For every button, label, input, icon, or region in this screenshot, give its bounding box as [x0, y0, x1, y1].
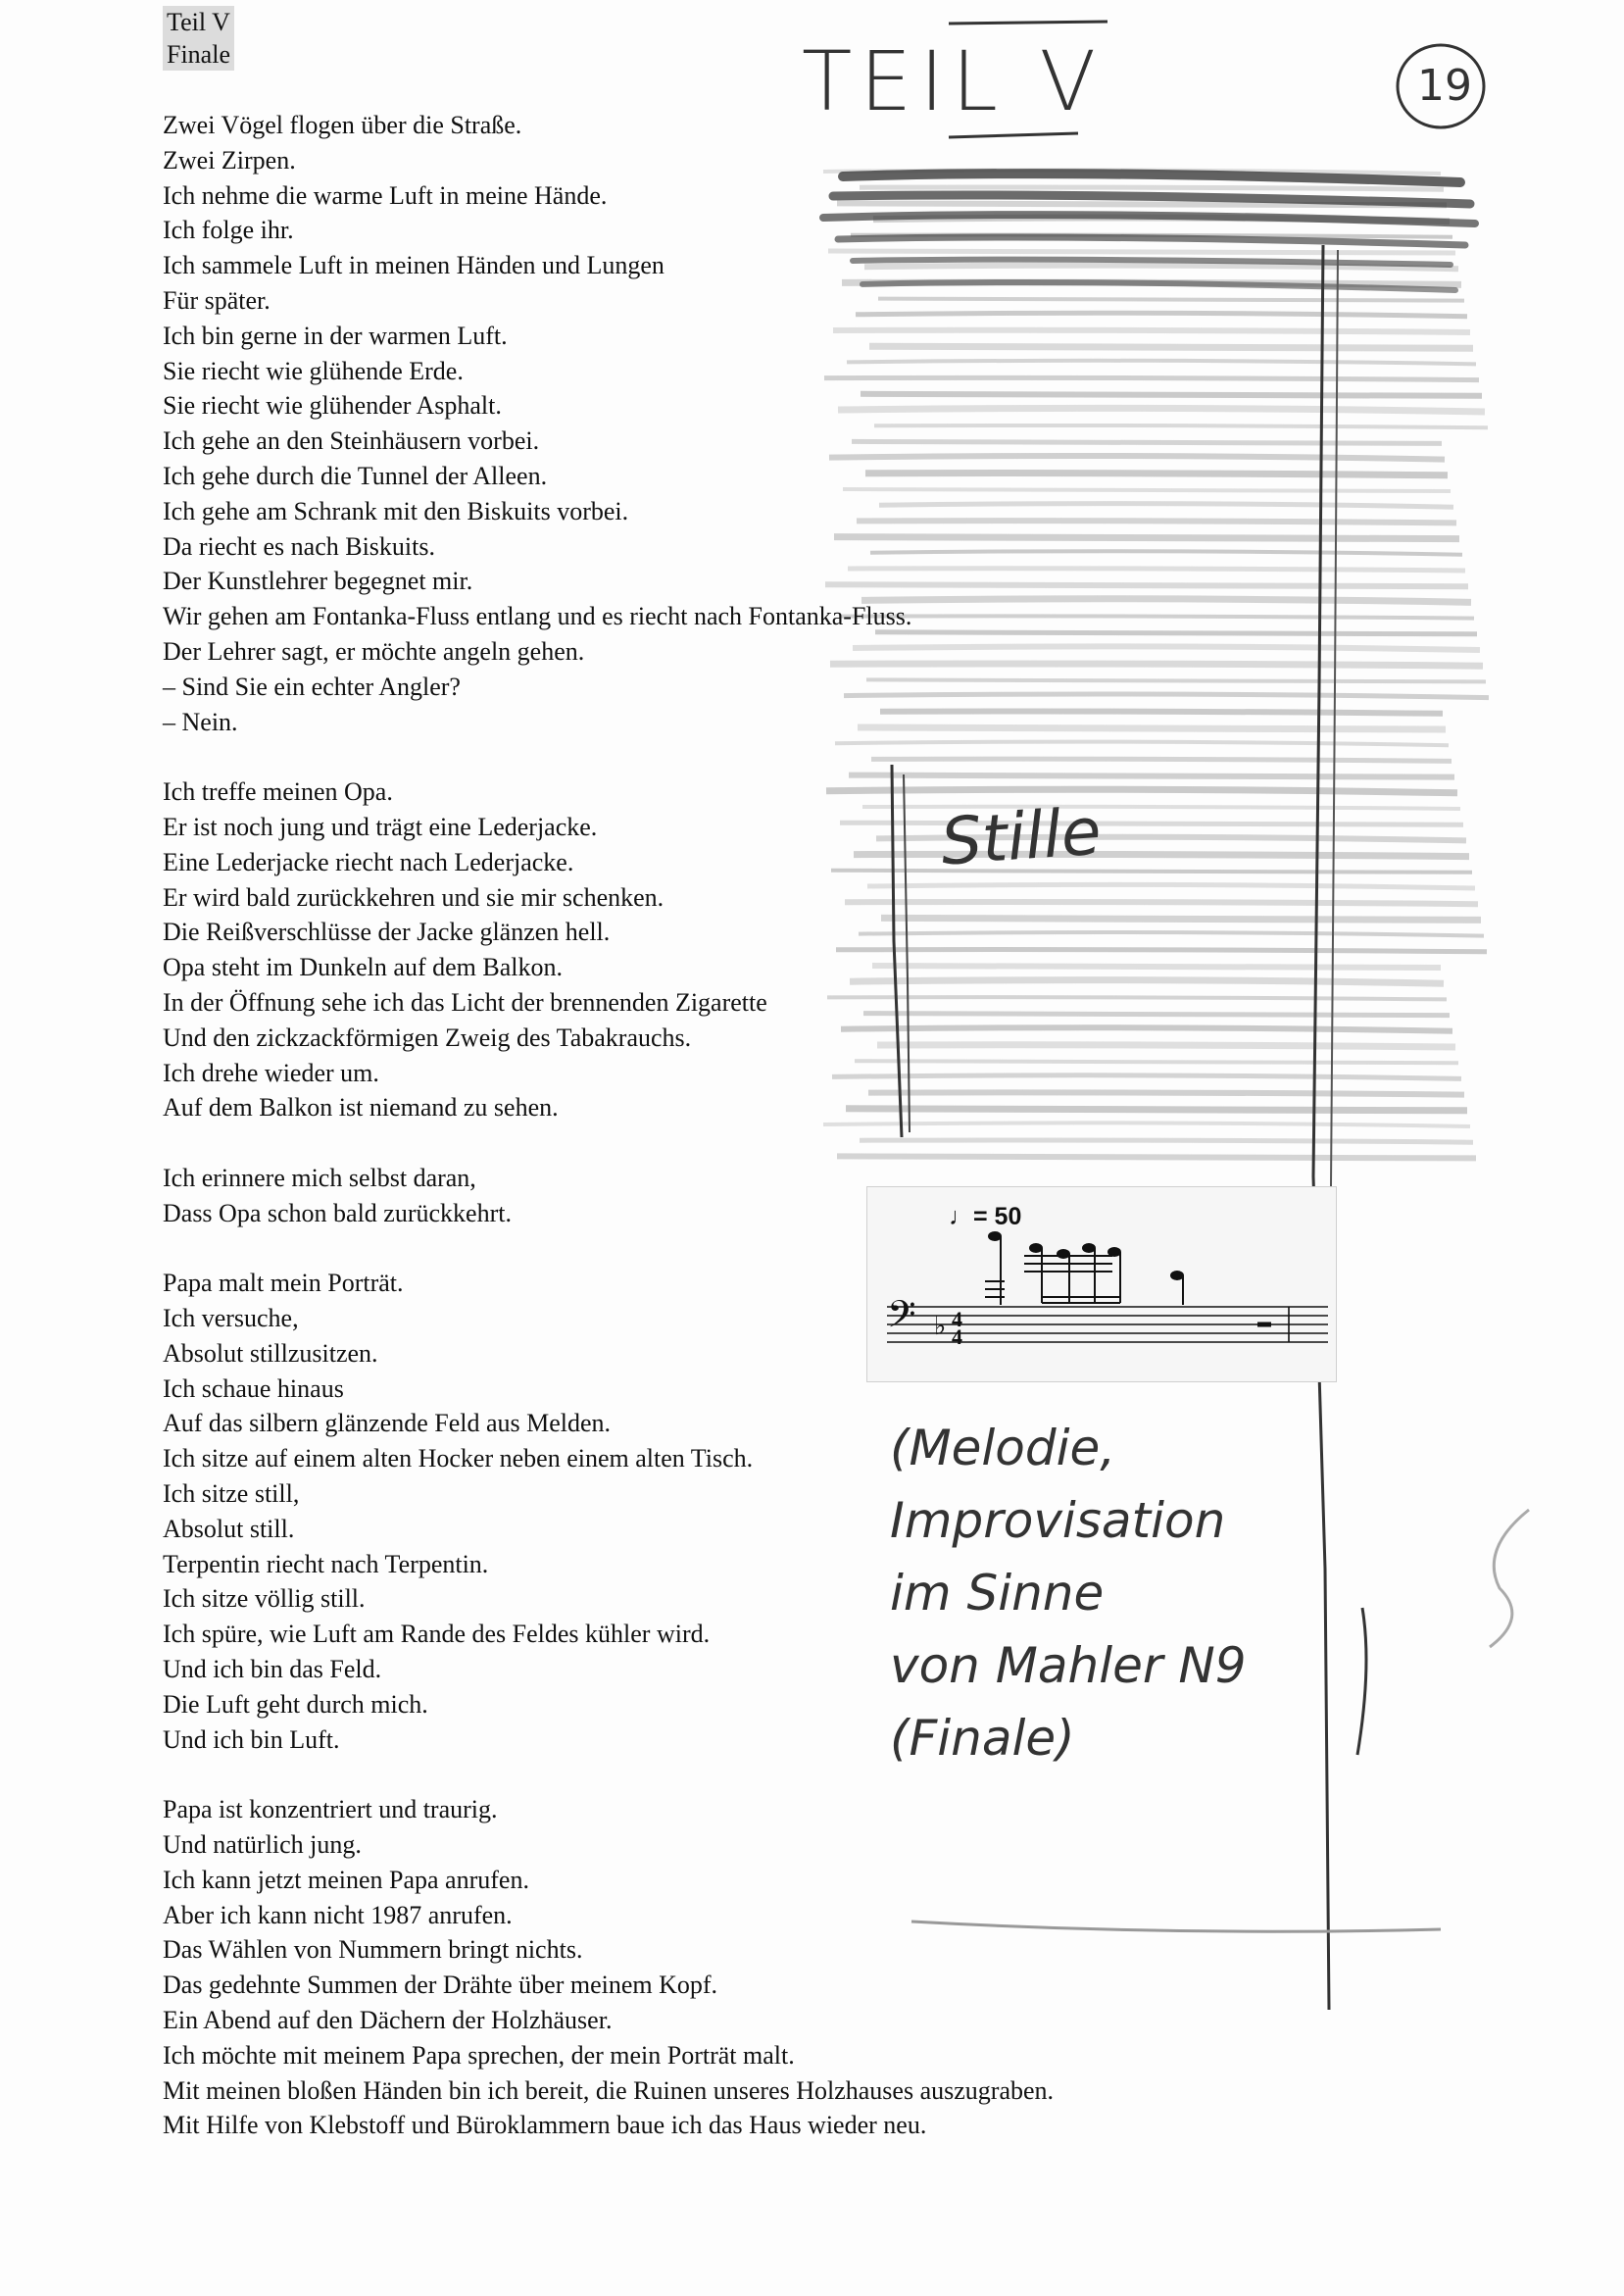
poem-line: Sie riecht wie glühender Asphalt.: [163, 391, 502, 421]
poem-line: Das Wählen von Nummern bringt nichts.: [163, 1935, 583, 1965]
stanza-gap: [163, 1125, 1054, 1161]
poem-line: Ich treffe meinen Opa.: [163, 777, 393, 807]
title-underline: [949, 22, 1107, 24]
poem-line: Ich schaue hinaus: [163, 1373, 344, 1403]
annotation-line: (Finale): [890, 1710, 1075, 1767]
stanza-gap: [163, 1757, 1054, 1792]
stanza: [163, 1161, 1054, 1231]
poem-line: Papa ist konzentriert und traurig.: [163, 1795, 498, 1824]
tempo-marking: ♩= 50: [949, 1203, 1022, 1230]
vertical-pencil-line: [1313, 245, 1329, 2010]
poem-line: – Nein.: [163, 707, 238, 736]
poem-line: Wir gehen am Fontanka-Fluss entlang und es riecht nach Fontanka-Fluss.: [163, 602, 912, 631]
poem-line: Mit Hilfe von Klebstoff und Büroklammern baue ich das Haus wieder neu.: [163, 2111, 927, 2140]
poem-line: Ich spüre, wie Luft am Rande des Feldes kühler wird.: [163, 1620, 711, 1649]
poem-line: Absolut stillzusitzen.: [163, 1338, 378, 1368]
poem-line: Papa malt mein Porträt.: [163, 1269, 404, 1298]
poem-line: Ich sitze still,: [163, 1479, 300, 1509]
stanza: [163, 774, 1054, 1125]
poem-line: Absolut still.: [163, 1514, 295, 1543]
stanza-gap: [163, 739, 1054, 774]
page-number: 19: [1417, 61, 1472, 111]
poem-line: Ich gehe an den Steinhäusern vorbei.: [163, 426, 540, 456]
stanza-gap: [163, 1231, 1054, 1267]
poem-line: Ich sammele Luft in meinen Händen und Lungen: [163, 251, 664, 280]
poem-line: Er wird bald zurückkehren und sie mir schenken.: [163, 882, 664, 912]
right-squiggle: [1490, 1510, 1529, 1647]
poem-line: – Sind Sie ein echter Angler?: [163, 672, 461, 701]
poem-line: Und den zickzackförmigen Zweig des Tabakrauchs.: [163, 1023, 692, 1052]
poem-line: In der Öffnung sehe ich das Licht der brennenden Zigarette: [163, 987, 767, 1017]
bass-clef-icon: 𝄢: [887, 1292, 916, 1345]
poem-line: Er ist noch jung und trägt eine Lederjacke.: [163, 812, 598, 841]
poem-line: Und natürlich jung.: [163, 1830, 362, 1860]
poem-line: Ich erinnere mich selbst daran,: [163, 1163, 476, 1192]
poem-line: Ich gehe am Schrank mit den Biskuits vorbei.: [163, 496, 629, 525]
annotation-line: Improvisation: [890, 1492, 1226, 1549]
poem-line: Die Luft geht durch mich.: [163, 1689, 428, 1719]
handwritten-title: TEIL V: [802, 33, 1105, 129]
poem-line: Terpentin riecht nach Terpentin.: [163, 1549, 489, 1578]
annotation-line: von Mahler N9: [890, 1637, 1247, 1694]
poem-line: Die Reißverschlüsse der Jacke glänzen hell.: [163, 918, 611, 947]
poem-line: Ich sitze völlig still.: [163, 1584, 366, 1614]
handwritten-stille: Stille: [938, 793, 1104, 880]
part-header: [163, 6, 234, 71]
poem-line: Und ich bin das Feld.: [163, 1655, 382, 1684]
poem-line: Auf das silbern glänzende Feld aus Melden.: [163, 1409, 612, 1438]
section-title: Finale: [163, 38, 234, 71]
poem-line: Ich möchte mit meinem Papa sprechen, der mein Porträt malt.: [163, 2040, 795, 2070]
poem-line: Eine Lederjacke riecht nach Lederjacke.: [163, 847, 574, 876]
stanza: [163, 1792, 1054, 2143]
poem-line: Opa steht im Dunkeln auf dem Balkon.: [163, 953, 563, 982]
poem-line: Da riecht es nach Biskuits.: [163, 531, 435, 561]
poem-line: Ich kann jetzt meinen Papa anrufen.: [163, 1865, 529, 1894]
annotation-line: im Sinne: [890, 1565, 1105, 1622]
flat-sign-icon: ♭: [934, 1312, 947, 1341]
poem-line: Ich bin gerne in der warmen Luft.: [163, 321, 508, 350]
poem-line: Ich versuche,: [163, 1304, 299, 1333]
poem-line: Ich folge ihr.: [163, 216, 294, 245]
part-title: Teil V: [163, 6, 234, 38]
poem-body: [163, 108, 1054, 2143]
poem-line: Das gedehnte Summen der Drähte über meinem Kopf.: [163, 1971, 718, 2000]
stanza: [163, 108, 1054, 739]
poem-line: Dass Opa schon bald zurückkehrt.: [163, 1198, 512, 1227]
poem-line: Auf dem Balkon ist niemand zu sehen.: [163, 1093, 559, 1123]
annotation-line: (Melodie,: [890, 1420, 1116, 1476]
poem-line: Zwei Zirpen.: [163, 145, 296, 175]
poem-line: Für später.: [163, 285, 271, 315]
poem-line: Zwei Vögel flogen über die Straße.: [163, 111, 522, 139]
poem-line: Mit meinen bloßen Händen bin ich bereit, die Ruinen unseres Holzhauses auszugraben.: [163, 2075, 1055, 2105]
poem-line: Aber ich kann nicht 1987 anrufen.: [163, 1900, 513, 1929]
poem-line: Ich nehme die warme Luft in meine Hände.: [163, 180, 608, 210]
time-sig-top: 4: [952, 1307, 962, 1331]
poem-line: Sie riecht wie glühende Erde.: [163, 356, 464, 385]
poem-line: Ich sitze auf einem alten Hocker neben einem alten Tisch.: [163, 1444, 754, 1473]
note-brace: [1357, 1608, 1366, 1755]
stanza: [163, 1266, 1054, 1757]
poem-line: Und ich bin Luft.: [163, 1724, 340, 1754]
time-sig-bottom: 4: [952, 1324, 962, 1349]
poem-line: Ein Abend auf den Dächern der Holzhäuser.: [163, 2006, 613, 2035]
poem-line: Der Lehrer sagt, er möchte angeln gehen.: [163, 636, 585, 666]
poem-line: Ich drehe wieder um.: [163, 1058, 379, 1087]
poem-line: Der Kunstlehrer begegnet mir.: [163, 567, 473, 596]
poem-line: Ich gehe durch die Tunnel der Alleen.: [163, 461, 548, 490]
